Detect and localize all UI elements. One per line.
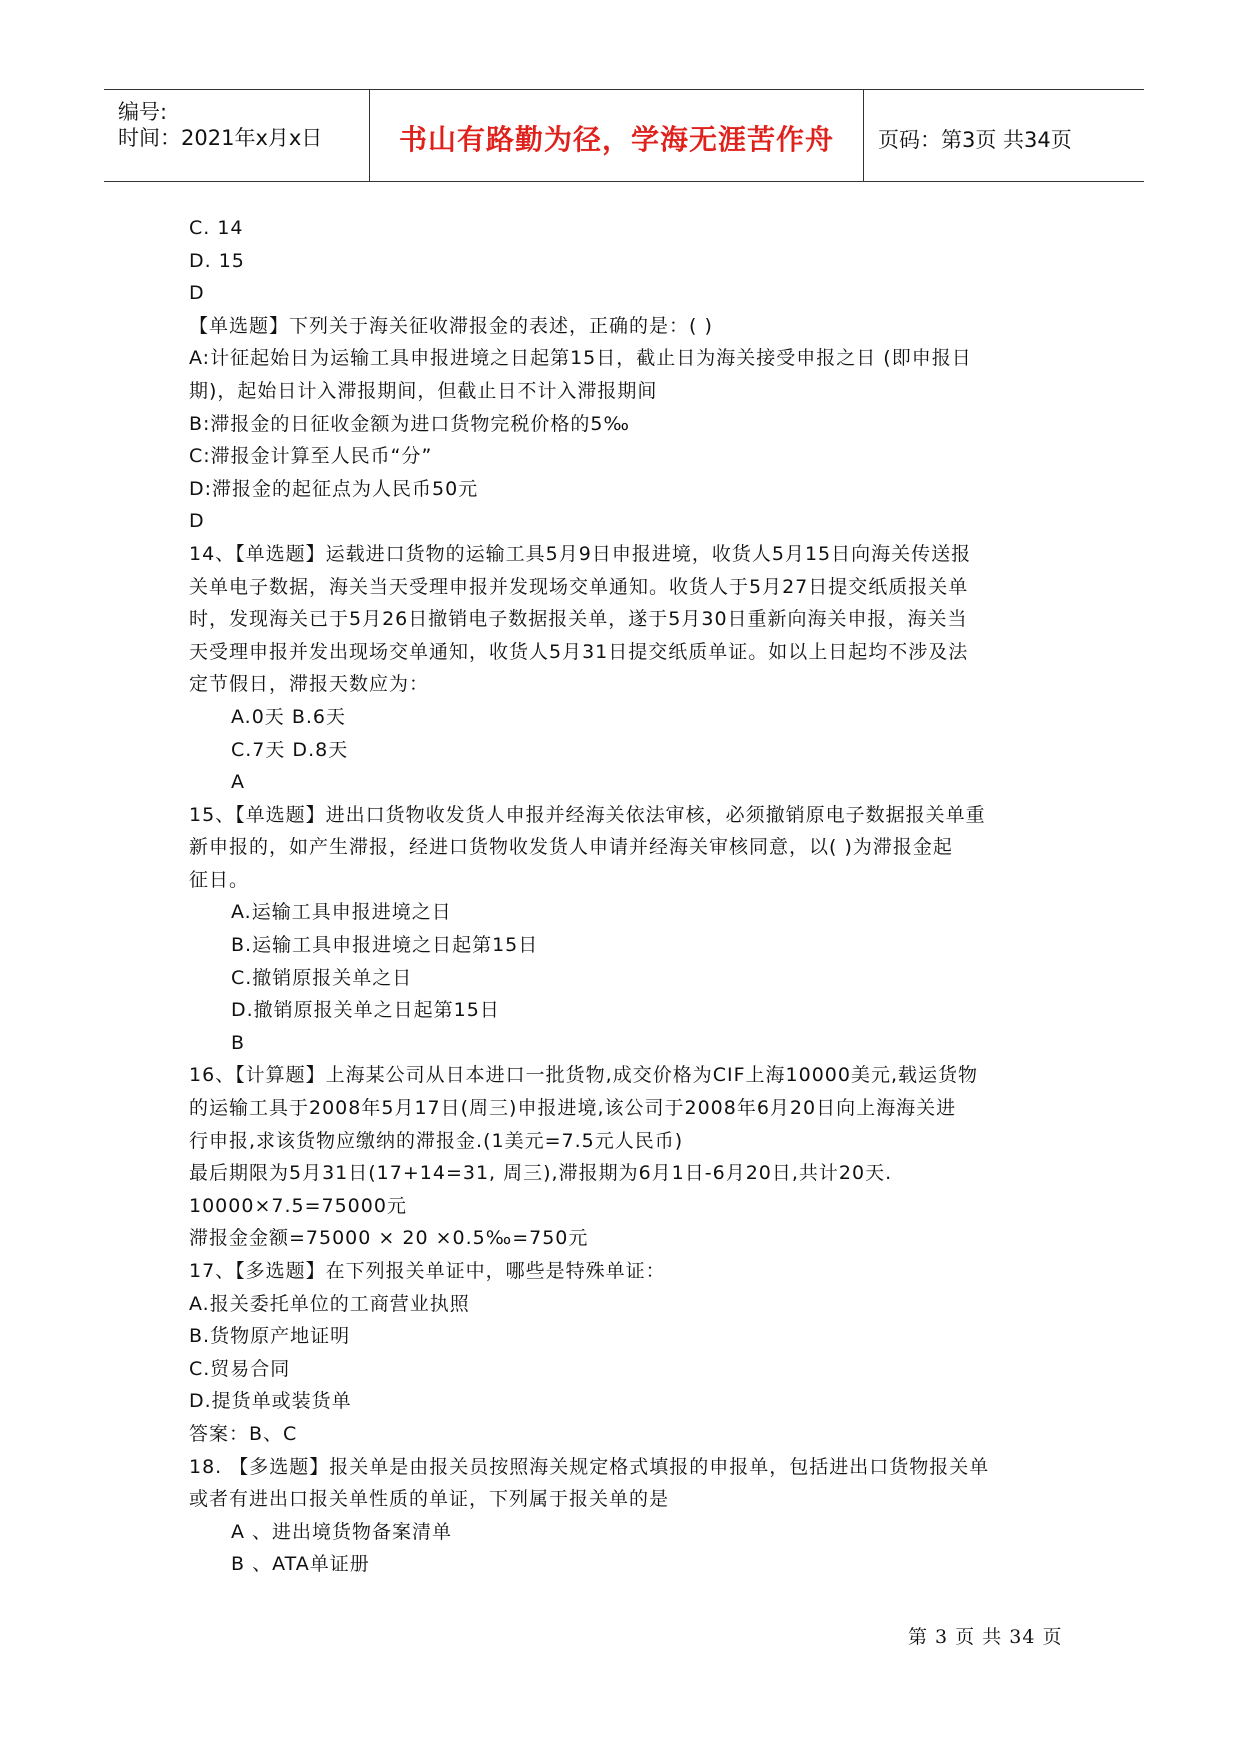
- text-line: D.提货单或装货单: [189, 1390, 352, 1413]
- text-line: D:滞报金的起征点为人民币50元: [189, 477, 479, 500]
- text-line: 行申报,求该货物应缴纳的滞报金.(1美元=7.5元人民币): [189, 1129, 684, 1152]
- text-line: 征日。: [189, 868, 250, 891]
- text-line: A:计征起始日为运输工具申报进境之日起第15日，截止日为海关接受申报之日 (即申报日: [189, 347, 972, 370]
- text-line: 新申报的，如产生滞报，经进口货物收发货人申请并经海关审核同意，以( )为滞报金起: [189, 836, 953, 859]
- page-code: 页码：第3页 共34页: [878, 128, 1072, 152]
- serial-label: 编号:: [118, 100, 168, 124]
- text-line: A: [231, 771, 245, 794]
- text-line: B 、ATA单证册: [231, 1553, 370, 1576]
- text-line: 答案：B、C: [189, 1422, 298, 1445]
- text-line: 10000×7.5=75000元: [189, 1194, 407, 1217]
- page-header: [104, 89, 1144, 182]
- document-body: [189, 212, 1069, 1581]
- text-line: 14、【单选题】运载进口货物的运输工具5月9日申报进境，收货人5月15日向海关传送报: [189, 542, 972, 565]
- text-line: 定节假日，滞报天数应为：: [189, 673, 430, 696]
- text-line: 或者有进出口报关单性质的单证，下列属于报关单的是: [189, 1488, 670, 1511]
- text-line: C. 14: [189, 217, 244, 239]
- text-line: B.货物原产地证明: [189, 1325, 351, 1348]
- text-line: 18. 【多选题】报关单是由报关员按照海关规定格式填报的申报单，包括进出口货物报关单: [189, 1455, 990, 1478]
- motto: 书山有路勤为径，学海无涯苦作舟: [398, 123, 834, 156]
- text-line: 时，发现海关已于5月26日撤销电子数据报关单，遂于5月30日重新向海关申报，海关当: [189, 608, 968, 631]
- text-line: D: [189, 510, 205, 533]
- text-line: B.运输工具申报进境之日起第15日: [231, 934, 539, 957]
- header-meta-cell: [104, 90, 370, 181]
- text-line: 15、【单选题】进出口货物收发货人申报并经海关依法审核，必须撤销原电子数据报关单重: [189, 803, 986, 826]
- text-line: C.撤销原报关单之日: [231, 966, 413, 989]
- text-line: A 、进出境货物备案清单: [231, 1520, 453, 1543]
- text-line: C.贸易合同: [189, 1357, 291, 1380]
- text-line: 期)，起始日计入滞报期间，但截止日不计入滞报期间: [189, 379, 658, 402]
- text-line: D. 15: [189, 249, 245, 272]
- text-line: D.撤销原报关单之日起第15日: [231, 999, 500, 1022]
- header-page-cell: [864, 90, 1144, 181]
- page-footer: 第 3 页 共 34 页: [908, 1626, 1063, 1648]
- text-line: 17、【多选题】在下列报关单证中，哪些是特殊单证：: [189, 1260, 666, 1282]
- text-line: 最后期限为5月31日(17+14=31, 周三),滞报期为6月1日-6月20日,共计20天.: [189, 1162, 893, 1185]
- text-line: A.0天 B.6天: [231, 705, 346, 728]
- text-line: A.报关委托单位的工商营业执照: [189, 1292, 470, 1315]
- text-line: 【单选题】下列关于海关征收滞报金的表述，正确的是：( ): [189, 314, 713, 337]
- text-line: C.7天 D.8天: [231, 738, 349, 761]
- text-line: B:滞报金的日征收金额为进口货物完税价格的5‰: [189, 412, 631, 435]
- text-line: 天受理申报并发出现场交单通知，收货人5月31日提交纸质单证。如以上日起均不涉及法: [189, 640, 969, 663]
- text-line: A.运输工具申报进境之日: [231, 901, 452, 924]
- text-line: D: [189, 282, 205, 305]
- time-label: 时间：2021年x月x日: [118, 126, 323, 150]
- text-line: B: [231, 1031, 246, 1054]
- text-line: 关单电子数据，海关当天受理申报并发现场交单通知。收货人于5月27日提交纸质报关单: [189, 575, 969, 598]
- text-line: 的运输工具于2008年5月17日(周三)申报进境,该公司于2008年6月20日向上海海关进: [189, 1097, 957, 1120]
- text-line: 16、【计算题】上海某公司从日本进口一批货物,成交价格为CIF上海10000美元,载运货物: [189, 1064, 978, 1087]
- text-line: 滞报金金额=75000 × 20 ×0.5‰=750元: [189, 1227, 589, 1250]
- header-motto-cell: [370, 90, 864, 181]
- text-line: C:滞报金计算至人民币“分”: [189, 445, 433, 468]
